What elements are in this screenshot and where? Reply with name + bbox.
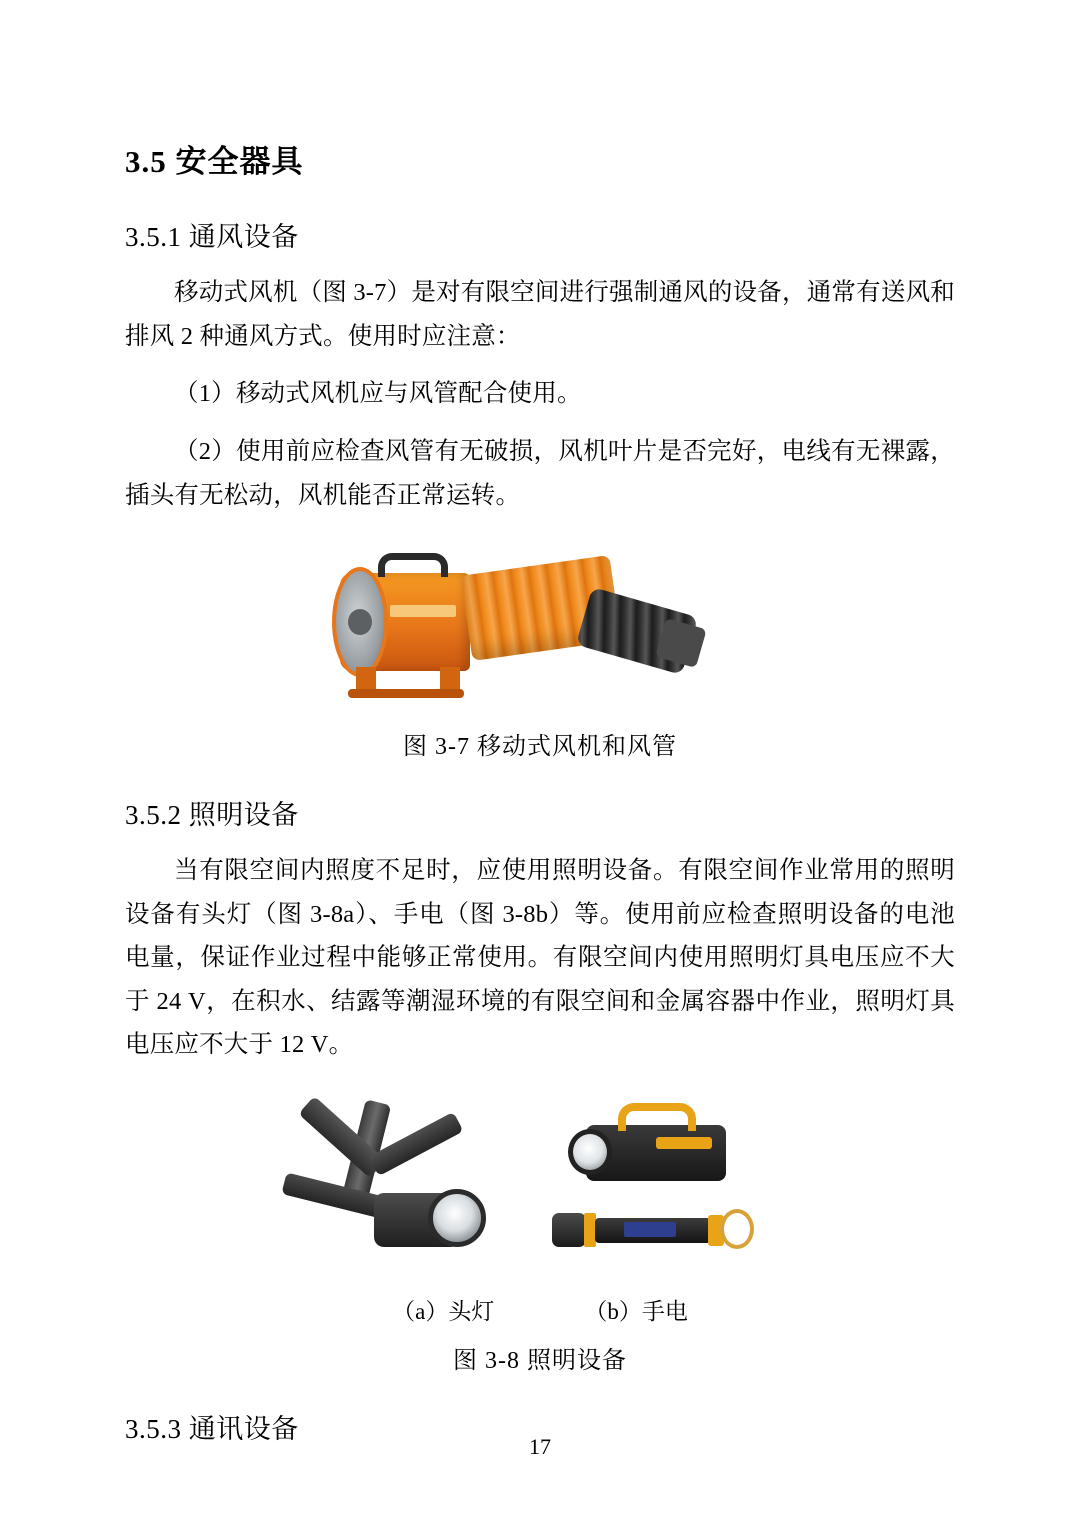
- torch-lanyard-icon: [720, 1209, 754, 1249]
- paragraph-lighting: 当有限空间内照度不足时，应使用照明设备。有限空间作业常用的照明设备有头灯（图 3-8a）、手电（图 3-8b）等。使用前应检查照明设备的电池电量，保证作业过程中能够正常使用。有限空间内使用照明灯具电压应不大于 24 V，在积水、结露等潮湿环境的有限空间和金属容器中作业，照明灯具电压应不大于 12 V。: [125, 857, 955, 1059]
- figure-subcaption-a: （a）头灯: [392, 1299, 495, 1325]
- figure-portable-fan: [125, 547, 955, 761]
- headlamp-lens-icon: [428, 1189, 486, 1247]
- lantern-flashlight-icon: [560, 1103, 750, 1189]
- page-title: 3.5 安全器具: [125, 144, 304, 179]
- lantern-handle-icon: [618, 1103, 696, 1131]
- torch-flashlight-icon: [552, 1201, 764, 1257]
- figure-subcaption-b: （b）手电: [584, 1299, 688, 1325]
- paragraph-ventilation-item-2: （2）使用前应检查风管有无破损，风机叶片是否完好，电线有无裸露，插头有无松动，风机能否正常运转。: [125, 438, 955, 509]
- lantern-lens-icon: [568, 1129, 612, 1175]
- figure-caption-3-7: 图 3-7 移动式风机和风管: [403, 734, 677, 761]
- torch-head-icon: [552, 1213, 586, 1247]
- fan-illustration: [330, 547, 750, 712]
- subsection-heading-ventilation: 3.5.1 通风设备: [125, 222, 299, 253]
- fan-label-icon: [390, 605, 456, 617]
- lighting-illustration: [260, 1097, 820, 1287]
- subsection-heading-lighting: 3.5.2 照明设备: [125, 800, 299, 831]
- torch-label-icon: [624, 1222, 676, 1237]
- paragraph-ventilation-item-1: （1）移动式风机应与风管配合使用。: [174, 380, 582, 408]
- subsection-heading-communication: 3.5.3 通讯设备: [125, 1414, 299, 1445]
- paragraph-ventilation-intro: 移动式风机（图 3-7）是对有限空间进行强制通风的设备，通常有送风和排风 2 种通风方式。使用时应注意：: [125, 279, 955, 350]
- figure-caption-3-8: 图 3-8 照明设备: [453, 1348, 627, 1375]
- figure-subcaptions: [125, 1293, 955, 1326]
- figure-lighting-equipment: [125, 1097, 955, 1375]
- fan-base-bar-icon: [348, 689, 464, 698]
- page-number: 17: [529, 1434, 551, 1459]
- lantern-trim-icon: [656, 1137, 712, 1149]
- fan-handle-icon: [378, 553, 448, 577]
- headlamp-icon: [270, 1097, 500, 1277]
